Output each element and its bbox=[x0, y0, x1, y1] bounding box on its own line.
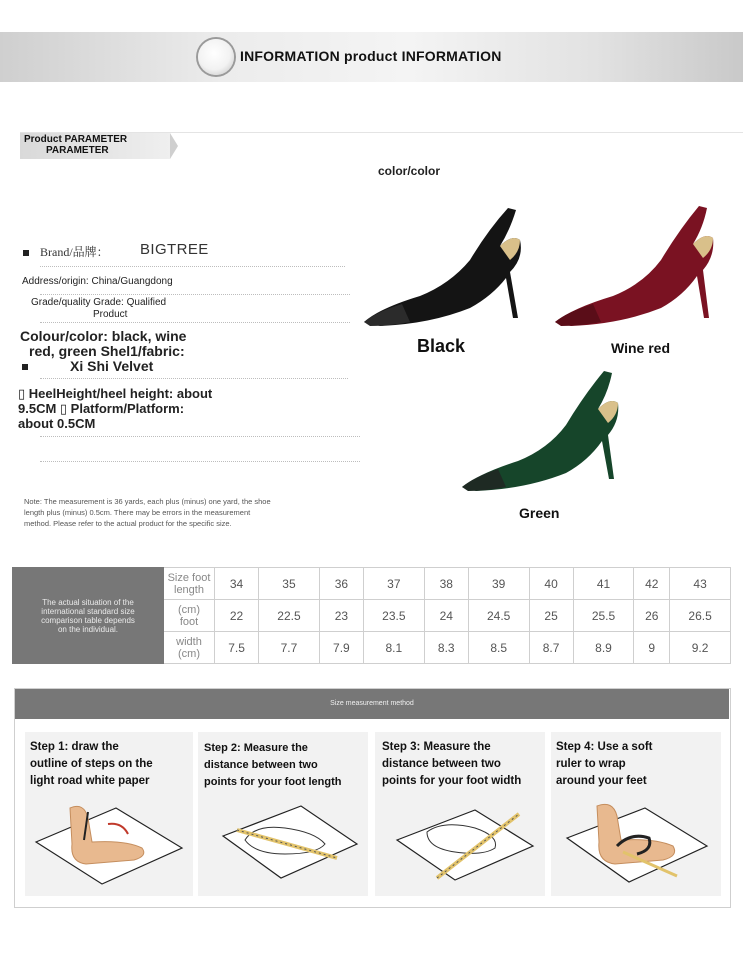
brand-label: Brand/品牌： bbox=[40, 245, 109, 259]
colour-fabric: Colour/color: black, wine bbox=[20, 328, 187, 344]
dotted-divider bbox=[40, 436, 360, 437]
step-4-wrap-ruler-illustration bbox=[557, 792, 717, 888]
step-line: Step 1: draw the bbox=[30, 741, 119, 753]
step-3-foot-width-illustration bbox=[383, 792, 543, 888]
row-header-length bbox=[164, 600, 215, 632]
length-cell: 25 bbox=[529, 600, 573, 632]
row-header-line: foot bbox=[179, 615, 199, 628]
length-cell: 22 bbox=[215, 600, 259, 632]
size-cell: 34 bbox=[215, 568, 259, 600]
row-header-line: width bbox=[176, 635, 202, 648]
step-1-foot-outline-illustration bbox=[30, 792, 190, 888]
size-cell: 38 bbox=[424, 568, 468, 600]
black-shoe-label: Black bbox=[417, 336, 466, 356]
table-row bbox=[13, 568, 731, 600]
grade-quality: Grade/quality Grade: Qualified bbox=[31, 297, 167, 308]
header-circle-icon bbox=[198, 39, 234, 75]
row-header-width bbox=[164, 632, 215, 664]
bullet-icon bbox=[22, 364, 28, 370]
width-cell: 8.3 bbox=[424, 632, 468, 664]
row-header-size bbox=[164, 568, 215, 600]
size-cell: 36 bbox=[319, 568, 363, 600]
width-cell: 7.7 bbox=[259, 632, 320, 664]
size-cell: 42 bbox=[634, 568, 670, 600]
size-table-note-line: The actual situation of the bbox=[42, 597, 134, 607]
note-line: method. Please refer to the actual product for the specific size. bbox=[24, 519, 232, 528]
step-line: light road white paper bbox=[30, 775, 150, 787]
length-cell: 23 bbox=[319, 600, 363, 632]
size-cell: 37 bbox=[363, 568, 424, 600]
width-cell: 8.7 bbox=[529, 632, 573, 664]
parameter-tab-label: Product PARAMETER bbox=[24, 134, 128, 145]
colour-fabric-cont: red, green Shel1/fabric: bbox=[29, 343, 185, 359]
length-cell: 22.5 bbox=[259, 600, 320, 632]
color-heading: color/color bbox=[378, 164, 441, 178]
step-line: around your feet bbox=[556, 775, 647, 787]
fabric-value: Xi Shi Velvet bbox=[70, 358, 154, 374]
platform-height: about 0.5CM bbox=[18, 416, 96, 431]
length-cell: 24 bbox=[424, 600, 468, 632]
parameter-tab-sublabel: PARAMETER bbox=[46, 145, 109, 156]
row-header-line: length bbox=[174, 583, 204, 596]
width-cell: 8.5 bbox=[468, 632, 529, 664]
row-header-line: (cm) bbox=[178, 603, 200, 616]
green-shoe-image bbox=[460, 365, 625, 495]
bullet-icon bbox=[23, 250, 29, 256]
dotted-divider bbox=[40, 378, 348, 379]
width-cell: 7.9 bbox=[319, 632, 363, 664]
dotted-divider bbox=[40, 266, 345, 267]
step-4-text bbox=[556, 739, 653, 790]
step-line: Step 2: Measure the bbox=[204, 742, 308, 754]
step-line: points for your foot length bbox=[204, 776, 342, 788]
step-1-text bbox=[30, 739, 153, 790]
width-cell: 9.2 bbox=[670, 632, 731, 664]
brand-value: BIGTREE bbox=[140, 241, 209, 258]
heel-height-cont: 9.5CM ▯ Platform/Platform: bbox=[18, 401, 185, 416]
row-header-line: (cm) bbox=[178, 647, 200, 660]
step-line: ruler to wrap bbox=[556, 758, 626, 770]
step-line: Step 4: Use a soft bbox=[556, 741, 653, 753]
width-cell: 8.1 bbox=[363, 632, 424, 664]
width-cell: 9 bbox=[634, 632, 670, 664]
heel-height: ▯ HeelHeight/heel height: about bbox=[18, 386, 213, 401]
size-cell: 41 bbox=[573, 568, 634, 600]
size-table-note bbox=[13, 568, 164, 664]
size-chart-table bbox=[12, 567, 731, 664]
length-cell: 24.5 bbox=[468, 600, 529, 632]
size-table-note-line: comparison table depends bbox=[41, 615, 135, 625]
note-line: Note: The measurement is 36 yards, each plus (minus) one yard, the shoe bbox=[24, 497, 271, 506]
dotted-divider bbox=[40, 461, 360, 462]
step-line: distance between two bbox=[204, 759, 318, 771]
black-shoe-image bbox=[360, 200, 540, 330]
measurement-method-title: Size measurement method bbox=[330, 700, 414, 707]
width-cell: 8.9 bbox=[573, 632, 634, 664]
step-line: outline of steps on the bbox=[30, 758, 153, 770]
step-3-text bbox=[382, 739, 521, 790]
step-line: Step 3: Measure the bbox=[382, 741, 491, 753]
size-cell: 40 bbox=[529, 568, 573, 600]
row-header-line: Size foot bbox=[167, 571, 211, 584]
size-table-note-line: on the individual. bbox=[57, 624, 119, 634]
step-line: points for your foot width bbox=[382, 775, 522, 787]
length-cell: 25.5 bbox=[573, 600, 634, 632]
step-2-foot-length-illustration bbox=[205, 792, 365, 888]
grade-quality-cont: Product bbox=[93, 309, 128, 320]
length-cell: 26.5 bbox=[670, 600, 731, 632]
step-2-text bbox=[204, 740, 341, 791]
size-table-note-line: international standard size bbox=[41, 606, 135, 616]
length-cell: 26 bbox=[634, 600, 670, 632]
wine-red-shoe-label: Wine red bbox=[611, 340, 670, 356]
parameter-tab-arrow-icon bbox=[170, 133, 178, 159]
note-line: length plus (minus) 0.5cm. There may be errors in the measurement bbox=[24, 508, 251, 517]
width-cell: 7.5 bbox=[215, 632, 259, 664]
size-cell: 35 bbox=[259, 568, 320, 600]
address-origin: Address/origin: China/Guangdong bbox=[22, 276, 173, 287]
size-cell: 39 bbox=[468, 568, 529, 600]
wine-red-shoe-image bbox=[553, 200, 723, 330]
dotted-divider bbox=[40, 322, 350, 323]
size-cell: 43 bbox=[670, 568, 731, 600]
measurement-note bbox=[24, 496, 324, 529]
step-line: distance between two bbox=[382, 758, 501, 770]
dotted-divider bbox=[40, 294, 350, 295]
green-shoe-label: Green bbox=[519, 505, 560, 521]
length-cell: 23.5 bbox=[363, 600, 424, 632]
header-title: INFORMATION product INFORMATION bbox=[240, 48, 502, 64]
